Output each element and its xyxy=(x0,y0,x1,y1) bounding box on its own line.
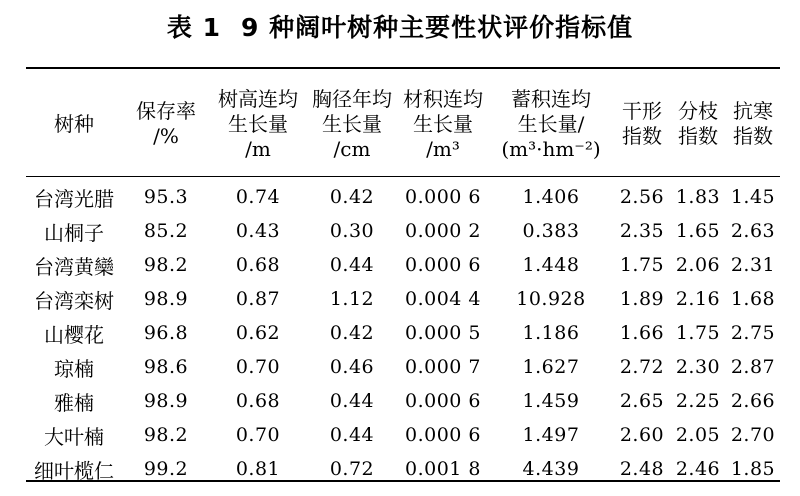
value-cell: 85.2 xyxy=(143,220,189,242)
value-cell: 2.25 xyxy=(675,390,721,412)
value-cell: 1.85 xyxy=(730,458,776,480)
column-header-line: 保存率 xyxy=(136,99,196,123)
column-header-line: 分枝 xyxy=(678,99,718,123)
species-name-cell: 山桐子 xyxy=(44,220,104,245)
value-cell: 1.12 xyxy=(329,288,375,310)
table-title: 9 种阔叶树种主要性状评价指标值 xyxy=(241,13,634,42)
table-number: 表 1 xyxy=(166,13,221,42)
column-header-line: 抗寒 xyxy=(733,99,773,123)
table-body xyxy=(26,176,780,486)
value-cell: 0.43 xyxy=(235,220,281,242)
value-cell: 2.72 xyxy=(619,356,665,378)
column-header-line: 指数 xyxy=(733,124,773,148)
value-cell: 1.186 xyxy=(522,322,580,344)
table-row xyxy=(26,176,780,214)
column-header-line: 胸径年均 xyxy=(312,86,392,111)
column-header-line: 干形 xyxy=(622,99,662,123)
value-cell: 1.66 xyxy=(619,322,665,344)
column-header-line: 生长量 xyxy=(228,111,288,136)
value-cell: 98.6 xyxy=(143,356,189,378)
value-cell: 2.87 xyxy=(730,356,776,378)
table-row xyxy=(26,418,780,452)
value-cell: 0.68 xyxy=(235,254,281,276)
value-cell: 0.62 xyxy=(235,322,281,344)
value-cell: 0.000 6 xyxy=(404,186,482,208)
value-cell: 2.60 xyxy=(619,424,665,446)
column-header xyxy=(210,72,306,176)
column-header-line: /% xyxy=(153,124,179,148)
table-row xyxy=(26,282,780,316)
value-cell: 0.000 6 xyxy=(404,390,482,412)
species-name-cell: 雅楠 xyxy=(54,390,94,415)
value-cell: 0.004 4 xyxy=(404,288,482,310)
header-row xyxy=(26,72,780,176)
species-name-cell: 细叶榄仁 xyxy=(34,458,114,483)
column-header xyxy=(614,72,670,176)
value-cell: 1.45 xyxy=(730,186,776,208)
value-cell: 2.63 xyxy=(730,220,776,242)
value-cell: 0.000 6 xyxy=(404,424,482,446)
value-cell: 1.459 xyxy=(522,390,580,412)
value-cell: 0.001 8 xyxy=(404,458,482,480)
column-header xyxy=(122,72,210,176)
value-cell: 2.46 xyxy=(675,458,721,480)
table-header xyxy=(26,72,780,176)
column-header-line: /cm xyxy=(333,136,371,161)
value-cell: 2.05 xyxy=(675,424,721,446)
value-cell: 98.9 xyxy=(143,288,189,310)
value-cell: 0.44 xyxy=(329,424,375,446)
column-header-line: (m³·hm⁻²) xyxy=(501,136,601,161)
column-header-line: /m³ xyxy=(426,136,460,161)
value-cell: 0.68 xyxy=(235,390,281,412)
value-cell: 0.44 xyxy=(329,254,375,276)
column-header-line: /m xyxy=(245,136,271,161)
column-header xyxy=(26,72,122,176)
value-cell: 0.74 xyxy=(235,186,281,208)
value-cell: 0.30 xyxy=(329,220,375,242)
value-cell: 0.42 xyxy=(329,322,375,344)
column-header xyxy=(670,72,726,176)
value-cell: 1.627 xyxy=(522,356,580,378)
column-header-line: 指数 xyxy=(678,124,718,148)
value-cell: 0.383 xyxy=(522,220,580,242)
column-header-line: 树高连均 xyxy=(218,86,298,111)
species-name-cell: 山樱花 xyxy=(44,322,104,347)
value-cell: 1.75 xyxy=(675,322,721,344)
column-header-line: 蓄积连均 xyxy=(511,86,591,111)
value-cell: 99.2 xyxy=(143,458,189,480)
value-cell: 0.70 xyxy=(235,356,281,378)
value-cell: 1.65 xyxy=(675,220,721,242)
value-cell: 2.75 xyxy=(730,322,776,344)
species-name-cell: 台湾栾树 xyxy=(34,288,114,313)
value-cell: 10.928 xyxy=(516,288,586,310)
species-name-cell: 台湾黄欒 xyxy=(34,254,114,279)
value-cell: 2.66 xyxy=(730,390,776,412)
value-cell: 1.497 xyxy=(522,424,580,446)
value-cell: 98.9 xyxy=(143,390,189,412)
table-row xyxy=(26,214,780,248)
species-name-cell: 大叶楠 xyxy=(44,424,104,449)
value-cell: 98.2 xyxy=(143,424,189,446)
value-cell: 2.06 xyxy=(675,254,721,276)
table-row xyxy=(26,248,780,282)
value-cell: 0.000 7 xyxy=(404,356,482,378)
table-row xyxy=(26,350,780,384)
value-cell: 0.46 xyxy=(329,356,375,378)
value-cell: 2.48 xyxy=(619,458,665,480)
column-header-line: 材积连均 xyxy=(403,86,483,111)
value-cell: 98.2 xyxy=(143,254,189,276)
value-cell: 0.72 xyxy=(329,458,375,480)
value-cell: 2.65 xyxy=(619,390,665,412)
value-cell: 96.8 xyxy=(143,322,189,344)
column-header xyxy=(726,72,780,176)
value-cell: 95.3 xyxy=(143,186,189,208)
species-name-cell: 琼楠 xyxy=(54,356,94,381)
value-cell: 0.000 5 xyxy=(404,322,482,344)
species-name-cell: 台湾光腊 xyxy=(34,186,114,211)
column-header-line: 指数 xyxy=(622,124,662,148)
value-cell: 1.75 xyxy=(619,254,665,276)
table-caption xyxy=(0,10,800,46)
value-cell: 1.89 xyxy=(619,288,665,310)
value-cell: 0.42 xyxy=(329,186,375,208)
value-cell: 0.81 xyxy=(235,458,281,480)
top-rule xyxy=(26,67,780,69)
value-cell: 1.448 xyxy=(522,254,580,276)
value-cell: 0.44 xyxy=(329,390,375,412)
value-cell: 0.87 xyxy=(235,288,281,310)
column-header-line: 生长量/ xyxy=(517,111,585,136)
value-cell: 2.70 xyxy=(730,424,776,446)
value-cell: 2.30 xyxy=(675,356,721,378)
column-header-line: 生长量 xyxy=(322,111,382,136)
column-header xyxy=(488,72,614,176)
column-header-line: 生长量 xyxy=(413,111,473,136)
value-cell: 0.70 xyxy=(235,424,281,446)
value-cell: 1.68 xyxy=(730,288,776,310)
value-cell: 0.000 6 xyxy=(404,254,482,276)
value-cell: 0.000 2 xyxy=(404,220,482,242)
value-cell: 1.406 xyxy=(522,186,580,208)
value-cell: 1.83 xyxy=(675,186,721,208)
value-cell: 2.16 xyxy=(675,288,721,310)
trait-table xyxy=(26,72,780,486)
table-row xyxy=(26,452,780,486)
column-header-line: 树种 xyxy=(54,111,94,136)
value-cell: 2.56 xyxy=(619,186,665,208)
column-header xyxy=(306,72,398,176)
table-row xyxy=(26,316,780,350)
value-cell: 4.439 xyxy=(522,458,580,480)
column-header xyxy=(398,72,488,176)
value-cell: 2.31 xyxy=(730,254,776,276)
value-cell: 2.35 xyxy=(619,220,665,242)
table-row xyxy=(26,384,780,418)
